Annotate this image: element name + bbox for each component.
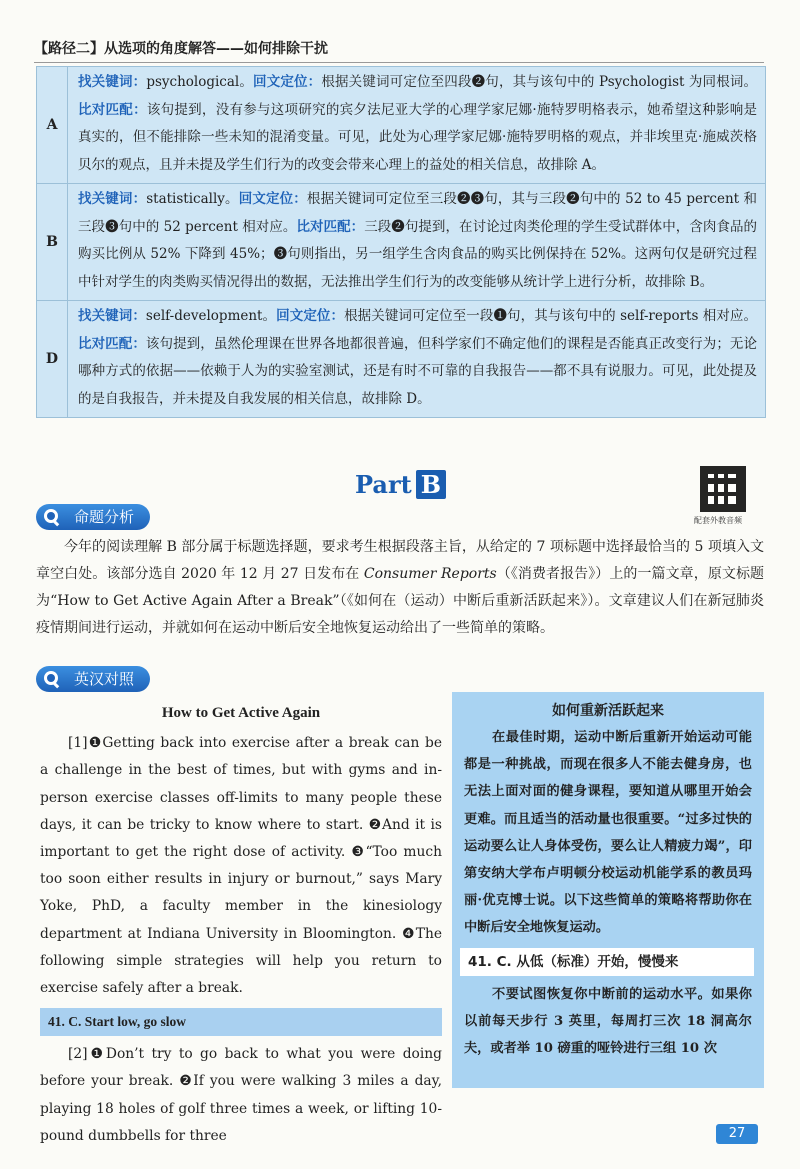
english-text-column	[40, 700, 442, 1150]
keyword-label: 比对匹配：	[78, 101, 147, 118]
keyword-label: 比对匹配：	[296, 218, 365, 235]
keyword-label: 找关键词：	[78, 191, 147, 207]
text-segment: （《消费者报告》）上的一篇文章，原文标题为“How to Get Active Again After a Break”（《如何在（运动）中断后重新活跃起来》）。文章建议人们在新冠肺炎疫情期间进行运动，并就如何在运动中断后安全地恢复运动给出了一些简单的策略。	[36, 566, 765, 636]
english-article-title: How to Get Active Again	[161, 705, 321, 721]
english-question-41: 41. C. Start low, go slow	[40, 1008, 442, 1036]
keyword-label: 比对匹配：	[78, 335, 146, 352]
chinese-question-41: 41. C. 从低（标准）开始，慢慢来	[460, 948, 754, 976]
english-paragraph-1: [1]❶Getting back into exercise after a break can be a challenge in the best of times, but with gyms and in-person exercise classes off-limits to many people these days, it can be tricky to know where to start. ❷And it is important to get the right dose of activity. ❸“Too much too soon either results in injury or burnout,” says Mary Yoke, PhD, a faculty member in the kinesiology department at Indiana University in Bloomington. ❹The following simple strategies will help you return to exercise safely after a break.	[40, 735, 442, 997]
text-segment: statistically。	[146, 191, 239, 207]
part-prefix: Part	[355, 470, 412, 499]
english-paragraph-2: [2]❶Don’t try to go back to what you were doing before your break. ❷If you were walking 3 miles a day, playing 18 holes of golf three times a week, or lifting 10-pound dumbbells for three	[40, 1046, 442, 1144]
header-divider	[34, 62, 764, 63]
chinese-paragraph-2: 不要试图恢复你中断前的运动水平。如果你以前每天步行 3 英里，每周打三次 18 洞高尔夫，或者举 10 磅重的哑铃进行三组 10 次	[464, 986, 752, 1057]
option-explanation	[68, 184, 765, 300]
text-segment: 根据关键词可定位至四段❷句，其与该句中的 Psychologist 为同根词。	[321, 74, 758, 90]
text-segment: psychological。	[146, 74, 254, 90]
option-row-d	[37, 301, 765, 417]
bilingual-section-label	[36, 666, 150, 692]
qr-code[interactable]	[700, 466, 746, 512]
chinese-article-title: 如何重新活跃起来	[552, 703, 664, 719]
option-row-b	[37, 184, 765, 301]
part-letter: B	[416, 470, 446, 499]
keyword-label: 回文定位：	[238, 191, 307, 207]
text-segment: 根据关键词可定位至三段❷❸句，其与三段❷句中的 52 to 45 percent 和三段❸句中的 52 percent 相对应。	[78, 191, 758, 235]
analysis-section-label	[36, 504, 150, 530]
option-explanation	[68, 67, 765, 183]
part-title	[355, 470, 446, 499]
text-segment: 该句提到，没有参与这项研究的宾夕法尼亚大学的心理学家尼娜·施特罗明格表示，她希望这种影响是真实的，但不能排除一些未知的混淆变量。可见，此处为心理学家尼娜·施特罗明格的观点，并非埃里克·施威茨格贝尔的观点，且并未提及学生们行为的改变会带来心理上的益处的相关信息，故排除 A。	[78, 101, 758, 173]
italic-title: Consumer Reports	[363, 566, 497, 582]
analysis-label-text: 命题分析	[74, 508, 135, 526]
text-segment: 该句提到，虽然伦理课在世界各地都很普遍，但科学家们不确定他们的课程是否能真正改变行为；无论哪种方式的依据——依赖于人为的实验室测试，还是有时不可靠的自我报告——都不具有说服力。可见，此处提及的是自我报告，并未提及自我发展的相关信息，故排除 D。	[78, 335, 758, 407]
magnifier-icon	[42, 669, 62, 689]
option-letter: A	[37, 67, 68, 183]
option-row-a	[37, 67, 765, 184]
text-segment: 根据关键词可定位至一段❶句，其与该句中的 self-reports 相对应。	[344, 308, 758, 324]
keyword-label: 回文定位：	[276, 308, 345, 324]
magnifier-icon	[42, 507, 62, 527]
section-header: 【路径二】从选项的角度解答——如何排除干扰	[34, 41, 328, 57]
text-segment: self-development。	[145, 308, 277, 324]
page-number: 27	[716, 1124, 758, 1144]
analysis-paragraph	[36, 534, 764, 642]
text-segment: 今年的阅读理解 B 部分属于标题选择题，要求考生根据段落主旨，从给定的 7 项标题中选择最恰当的 5 项填入文章空白处。该部分选自 2020 年 12 月 27 日发布在	[36, 539, 764, 582]
text-segment: 三段❷句提到，在讨论过肉类伦理的学生受试群体中，含肉食品的购买比例从 52% 下降到 45%；❸句则指出，另一组学生含肉食品的购买比例保持在 52%。这两句仅是研究过程中针对学生的肉类购买情况得出的数据，无法推出学生们行为的改变能够从统计学上进行分析，故排除 B。	[78, 218, 758, 290]
options-analysis-table	[36, 66, 766, 418]
chinese-text-column	[452, 692, 764, 1088]
bilingual-label-text: 英汉对照	[74, 670, 135, 688]
keyword-label: 找关键词：	[78, 74, 147, 90]
option-explanation	[68, 301, 765, 417]
keyword-label: 找关键词：	[78, 308, 146, 324]
qr-caption: 配套外教音频	[694, 516, 742, 525]
keyword-label: 回文定位：	[253, 74, 322, 90]
option-letter: D	[37, 301, 68, 417]
chinese-paragraph-1: 在最佳时期，运动中断后重新开始运动可能都是一种挑战，而现在很多人不能去健身房，也无法上面对面的健身课程，要知道从哪里开始会更难。而且适当的活动量也很重要。“过多过快的运动要么让人身体受伤，要么让人精疲力竭”，印第安纳大学布卢明顿分校运动机能学系的教员玛丽·优克博士说。以下这些简单的策略将帮助你在中断后安全地恢复运动。	[464, 730, 752, 936]
option-letter: B	[37, 184, 68, 300]
